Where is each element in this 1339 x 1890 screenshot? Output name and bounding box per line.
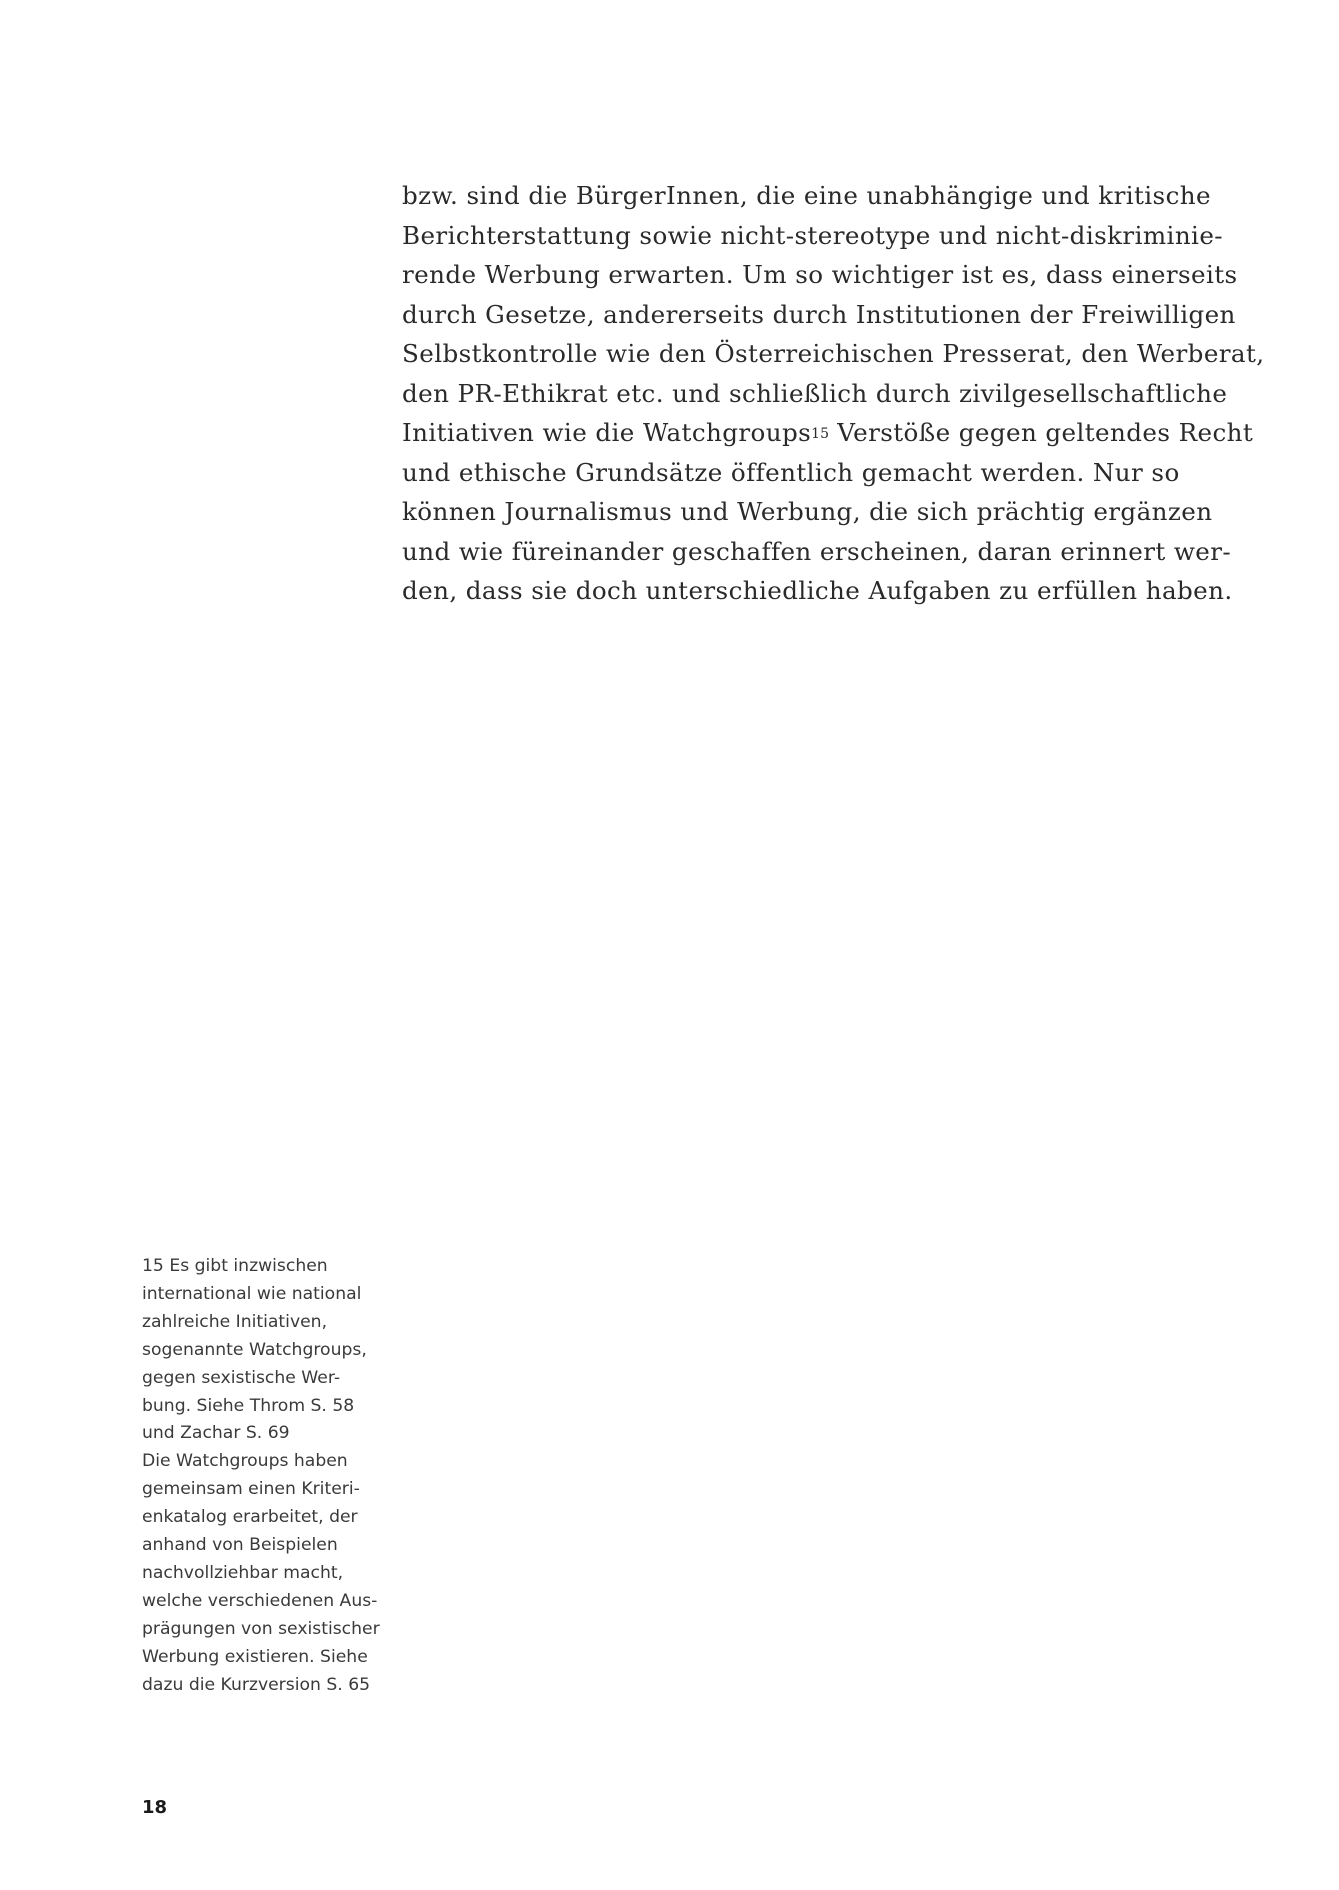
body-line: bzw. sind die BürgerInnen, die eine unabhängige und kritische [402,181,1211,210]
body-line: können Journalismus und Werbung, die sich prächtig ergänzen [402,497,1213,526]
body-line-with-footnote-ref [402,413,1254,453]
body-line: den PR-Ethikrat etc. und schließlich durch zivilgesellschaftliche [402,378,1228,408]
body-line: Berichterstattung sowie nicht-stereotype und nicht-diskriminie- [402,220,1223,250]
footnote [142,1253,392,1700]
footnote-line: gegen sexistische Wer- [142,1367,341,1388]
body-text-segment: Initiativen wie die Watchgroups [402,418,812,447]
body-line: rende Werbung erwarten. Um so wichtiger ist es, dass einerseits [402,260,1238,289]
footnote-line: dazu die Kurzversion S. 65 [142,1674,371,1695]
footnote-line: enkatalog erarbeitet, der [142,1507,358,1528]
footnote-line: anhand von Beispielen [142,1535,338,1556]
footnote-line: und Zachar S. 69 [142,1423,290,1444]
footnote-reference[interactable]: 15 [811,426,829,442]
footnote-line: international wie national [142,1283,362,1304]
footnote-line: gemeinsam einen Kriteri- [142,1479,360,1500]
footnote-line: 15 Es gibt inzwischen [142,1256,328,1276]
footnote-line: welche verschiedenen Aus- [142,1590,378,1611]
body-text-segment: Verstöße gegen geltendes Recht [829,418,1254,447]
footnote-line: Die Watchgroups haben [142,1451,348,1472]
footnote-line: Werbung existieren. Siehe [142,1646,368,1667]
body-line: Selbstkontrolle wie den Österreichischen Presserat, den Werberat, [402,339,1265,368]
body-line: durch Gesetze, andererseits durch Institutionen der Freiwilligen [402,299,1236,329]
footnote-line: bung. Siehe Throm S. 58 [142,1395,355,1416]
body-line: und wie füreinander geschaffen erscheinen, daran erinnert wer- [402,536,1232,566]
footnote-line: sogenannte Watchgroups, [142,1339,367,1360]
footnote-line: nachvollziehbar macht, [142,1562,344,1583]
footnote-line: prägungen von sexistischer [142,1618,380,1639]
body-paragraph [402,176,1265,611]
body-line: und ethische Grundsätze öffentlich gemacht werden. Nur so [402,457,1180,487]
footnote-line: zahlreiche Initiativen, [142,1311,328,1332]
body-line: den, dass sie doch unterschiedliche Aufgaben zu erfüllen haben. [402,576,1233,605]
page-number: 18 [142,1797,168,1818]
